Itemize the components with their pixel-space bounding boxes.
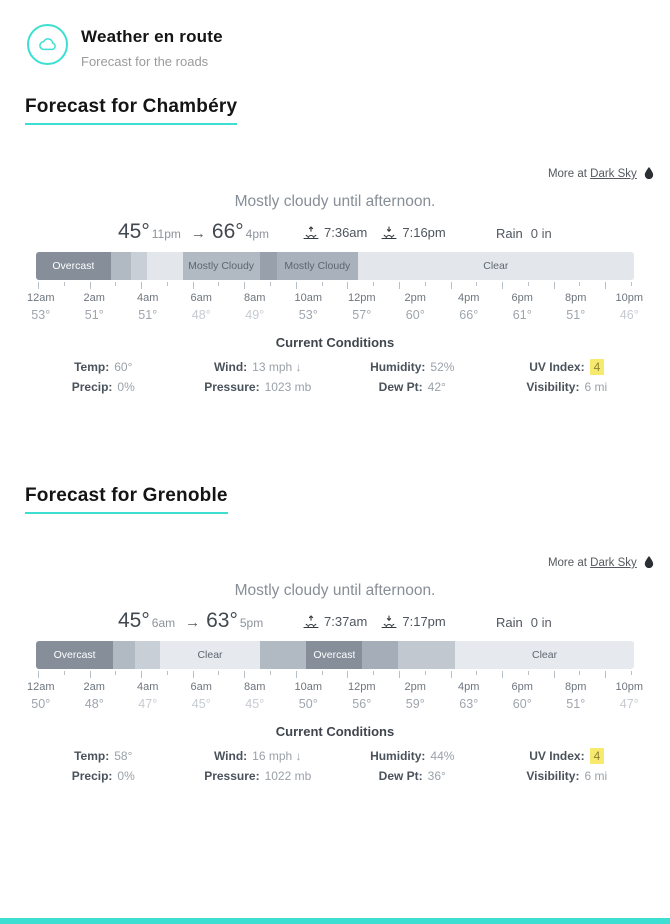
hour-tick — [38, 671, 39, 678]
condition-value: 4 — [590, 359, 605, 375]
hourly-temps — [14, 292, 656, 322]
hour-tick — [579, 282, 580, 286]
hour-column — [549, 292, 603, 322]
hour-temp: 60° — [512, 697, 532, 711]
hour-temp: 50° — [31, 697, 51, 711]
condition-item — [181, 357, 336, 377]
hour-tick — [502, 282, 503, 289]
page-title: Forecast for Chambéry — [25, 96, 237, 125]
conditions-column — [490, 746, 645, 786]
hour-tick — [554, 282, 555, 289]
current-conditions-grid-2 — [26, 746, 644, 786]
hour-tick — [296, 282, 297, 289]
hour-label: 12am — [26, 681, 55, 693]
hour-column — [389, 681, 443, 711]
hour-column — [442, 681, 496, 711]
condition-value: 44% — [430, 749, 455, 763]
hour-ticks — [38, 282, 632, 289]
rain-label: Rain — [496, 226, 523, 241]
condition-segment-label: Clear — [197, 649, 223, 661]
hour-tick — [528, 282, 529, 286]
condition-segment — [358, 252, 634, 280]
app-titles — [81, 24, 223, 69]
hour-temp: 46° — [619, 308, 639, 322]
darksky-link[interactable]: Dark Sky — [590, 168, 637, 180]
conditions-column — [335, 357, 490, 397]
hour-tick — [141, 282, 142, 289]
hour-label: 4pm — [458, 681, 480, 693]
hour-tick — [322, 671, 323, 675]
condition-item — [490, 377, 645, 397]
hour-tick — [631, 671, 632, 675]
darksky-attribution-2 — [0, 556, 670, 569]
hour-tick — [64, 282, 65, 286]
hour-tick — [218, 671, 219, 675]
current-conditions-title-2: Current Conditions — [275, 724, 395, 739]
hour-label: 2am — [83, 292, 105, 304]
condition-segment — [113, 641, 135, 669]
hour-tick — [476, 671, 477, 675]
condition-segment — [306, 641, 362, 669]
hour-label: 4am — [137, 681, 159, 693]
hour-column — [282, 681, 336, 711]
condition-item — [490, 766, 645, 786]
low-temp-time: 11pm — [151, 227, 181, 241]
condition-item — [335, 746, 490, 766]
hour-tick — [115, 282, 116, 286]
hour-tick — [64, 671, 65, 675]
hour-tick — [502, 671, 503, 678]
condition-label: Temp: — [74, 749, 110, 763]
condition-segment — [36, 641, 113, 669]
sunrise-time-2: 7:37am — [324, 614, 368, 629]
hour-label: 12pm — [347, 681, 376, 693]
hour-temp: 61° — [512, 308, 532, 322]
hour-tick — [399, 671, 400, 678]
sunset-icon-2 — [381, 615, 397, 629]
hour-column — [603, 292, 657, 322]
condition-label: Humidity: — [370, 360, 426, 374]
hour-column — [175, 292, 229, 322]
hour-tick — [425, 282, 426, 286]
condition-segment-label: Mostly Cloudy — [188, 260, 255, 272]
condition-label: Dew Pt: — [378, 769, 423, 783]
condition-value: 1022 mb — [264, 769, 312, 783]
sunset-icon — [381, 226, 397, 240]
high-temp-time: 4pm — [245, 227, 270, 241]
condition-value: 0% — [117, 380, 135, 394]
hour-column — [14, 292, 68, 322]
hour-tick — [270, 671, 271, 675]
rain-value: 0 in — [530, 226, 552, 241]
condition-segment-label: Clear — [483, 260, 509, 272]
darksky-prefix: More at — [547, 168, 587, 180]
hour-column — [603, 681, 657, 711]
low-temp: 45° — [118, 220, 150, 243]
hour-tick — [244, 282, 245, 289]
hour-tick — [296, 671, 297, 678]
condition-value: 0% — [117, 769, 135, 783]
low-high-temps-2 — [118, 609, 267, 633]
page-title-2: Forecast for Grenoble — [25, 485, 228, 514]
condition-value: 1023 mb — [264, 380, 312, 394]
hour-label: 12am — [26, 292, 55, 304]
hour-tick — [141, 671, 142, 678]
hour-label: 8am — [244, 681, 266, 693]
condition-segment-label: Overcast — [313, 649, 356, 661]
hour-tick — [193, 282, 194, 289]
app-title: Weather en route — [81, 27, 223, 46]
condition-segment — [147, 252, 183, 280]
condition-item — [335, 377, 490, 397]
condition-label: Wind: — [213, 360, 248, 374]
darksky-attribution — [0, 167, 670, 180]
current-conditions-grid — [26, 357, 644, 397]
condition-item — [26, 746, 181, 766]
forecast-widget-chambery — [0, 167, 670, 397]
hour-column — [442, 292, 496, 322]
condition-segment — [260, 641, 306, 669]
hour-column — [389, 292, 443, 322]
hour-tick — [605, 282, 606, 289]
hour-label: 8pm — [565, 681, 587, 693]
condition-value: 52% — [430, 360, 455, 374]
cloud-icon — [37, 37, 58, 52]
high-temp-2: 63° — [206, 609, 238, 632]
condition-segment-label: Overcast — [52, 260, 95, 272]
page — [0, 24, 670, 924]
condition-item — [181, 766, 336, 786]
high-temp: 66° — [211, 220, 244, 243]
sunset-time-2: 7:17pm — [402, 614, 446, 629]
hour-label: 6pm — [511, 292, 533, 304]
conditions-column — [490, 357, 645, 397]
darksky-icon-2 — [644, 556, 654, 568]
temp-row-2 — [0, 609, 670, 639]
forecast-summary-2: Mostly cloudy until afternoon. — [234, 582, 436, 599]
sun-times-2 — [303, 614, 446, 629]
hour-temp: 51° — [84, 308, 104, 322]
condition-item — [335, 766, 490, 786]
condition-label: UV Index: — [529, 749, 585, 763]
hour-column — [335, 681, 389, 711]
hour-temp: 51° — [566, 697, 586, 711]
low-temp-time-2: 6am — [151, 616, 176, 630]
conditions-column — [26, 746, 181, 786]
condition-item — [490, 357, 645, 377]
sun-times — [303, 225, 446, 240]
hour-column — [68, 681, 122, 711]
hour-temp: 51° — [566, 308, 586, 322]
hour-tick — [605, 671, 606, 678]
hour-temp: 50° — [298, 697, 318, 711]
current-conditions-title: Current Conditions — [275, 335, 395, 350]
hour-temp: 59° — [405, 697, 425, 711]
condition-label: Visibility: — [526, 769, 580, 783]
condition-item — [26, 377, 181, 397]
hour-column — [549, 681, 603, 711]
hour-temp: 57° — [352, 308, 372, 322]
hour-column — [68, 292, 122, 322]
condition-label: Wind: — [213, 749, 248, 763]
hour-tick — [476, 282, 477, 286]
hour-label: 12pm — [347, 292, 376, 304]
hour-label: 4am — [137, 292, 159, 304]
hour-column — [496, 681, 550, 711]
hour-tick — [322, 282, 323, 286]
darksky-prefix-2: More at — [547, 557, 587, 569]
sunrise-icon-2 — [303, 615, 319, 629]
hour-tick — [218, 282, 219, 286]
hour-temp: 47° — [138, 697, 158, 711]
hour-temp: 63° — [459, 697, 479, 711]
condition-item — [26, 357, 181, 377]
arrow-right-icon: → — [190, 225, 206, 242]
forecast-widget-grenoble — [0, 556, 670, 786]
high-temp-time-2: 5pm — [239, 616, 264, 630]
hour-tick — [38, 282, 39, 289]
hour-temp: 48° — [84, 697, 104, 711]
hour-temp: 48° — [191, 308, 211, 322]
hour-label: 6pm — [511, 681, 533, 693]
hour-tick — [167, 671, 168, 675]
hour-temp: 49° — [245, 308, 265, 322]
condition-label: Pressure: — [204, 380, 260, 394]
conditions-column — [181, 357, 336, 397]
conditions-timeline-bar-2 — [36, 641, 634, 669]
app-logo — [27, 24, 68, 65]
hourly-temps-2 — [14, 681, 656, 711]
condition-label: Humidity: — [370, 749, 426, 763]
hour-tick — [528, 671, 529, 675]
rain-summary — [496, 226, 552, 241]
hour-tick — [451, 282, 452, 289]
condition-value: 6 mi — [584, 380, 608, 394]
condition-segment — [36, 252, 111, 280]
app-subtitle: Forecast for the roads — [81, 54, 209, 69]
hour-temp: 45° — [191, 697, 211, 711]
hour-label: 10am — [294, 681, 323, 693]
hour-temp: 56° — [352, 697, 372, 711]
hour-tick — [373, 282, 374, 286]
condition-segment — [131, 252, 147, 280]
condition-segment-label: Clear — [532, 649, 558, 661]
hour-temp: 66° — [459, 308, 479, 322]
hour-column — [335, 292, 389, 322]
condition-value: 42° — [427, 380, 446, 394]
sunset-time: 7:16pm — [402, 225, 446, 240]
hour-label: 6am — [190, 292, 212, 304]
arrow-right-icon-2: → — [185, 614, 201, 631]
hour-label: 10pm — [615, 292, 644, 304]
darksky-icon — [644, 167, 654, 179]
condition-segment — [135, 641, 160, 669]
sunrise-time: 7:36am — [324, 225, 368, 240]
hour-label: 8pm — [565, 292, 587, 304]
hour-tick — [451, 671, 452, 678]
conditions-column — [181, 746, 336, 786]
condition-item — [335, 357, 490, 377]
hour-label: 4pm — [458, 292, 480, 304]
hour-label: 2pm — [404, 681, 426, 693]
condition-label: Dew Pt: — [378, 380, 423, 394]
hour-tick — [425, 671, 426, 675]
temp-row — [0, 220, 670, 250]
condition-item — [181, 746, 336, 766]
condition-item — [181, 377, 336, 397]
condition-value: 6 mi — [584, 769, 608, 783]
hour-temp: 51° — [138, 308, 158, 322]
hour-temp: 53° — [298, 308, 318, 322]
hour-tick — [579, 671, 580, 675]
hour-tick — [399, 282, 400, 289]
condition-value: 13 mph ↓ — [252, 360, 302, 374]
condition-value: 36° — [427, 769, 446, 783]
hour-tick — [167, 282, 168, 286]
hour-label: 10am — [294, 292, 323, 304]
hour-tick — [631, 282, 632, 286]
hour-column — [175, 681, 229, 711]
condition-label: Precip: — [71, 769, 113, 783]
forecast-summary: Mostly cloudy until afternoon. — [234, 193, 436, 210]
condition-segment-label: Overcast — [53, 649, 96, 661]
condition-segment — [111, 252, 131, 280]
condition-label: Pressure: — [204, 769, 260, 783]
conditions-column — [26, 357, 181, 397]
app-header — [27, 24, 670, 69]
conditions-column — [335, 746, 490, 786]
hour-tick — [115, 671, 116, 675]
hour-tick — [373, 671, 374, 675]
low-temp-2: 45° — [118, 609, 150, 632]
hour-ticks-2 — [38, 671, 632, 678]
hour-tick — [90, 671, 91, 678]
condition-label: Visibility: — [526, 380, 580, 394]
hour-tick — [347, 671, 348, 678]
condition-value: 4 — [590, 748, 605, 764]
rain-summary-2 — [496, 615, 552, 630]
rain-value-2: 0 in — [530, 615, 552, 630]
hour-column — [121, 292, 175, 322]
hour-temp: 45° — [245, 697, 265, 711]
condition-value: 60° — [114, 360, 133, 374]
hour-column — [282, 292, 336, 322]
darksky-link-2[interactable]: Dark Sky — [590, 557, 637, 569]
hour-label: 2am — [83, 681, 105, 693]
accent-footer-bar — [0, 918, 670, 924]
condition-segment — [160, 641, 260, 669]
hour-tick — [193, 671, 194, 678]
conditions-timeline-bar — [36, 252, 634, 280]
condition-label: UV Index: — [529, 360, 585, 374]
condition-segment — [277, 252, 358, 280]
rain-label-2: Rain — [496, 615, 523, 630]
condition-segment — [362, 641, 397, 669]
hour-temp: 53° — [31, 308, 51, 322]
sunrise-icon — [303, 226, 319, 240]
condition-segment — [398, 641, 455, 669]
hour-column — [496, 292, 550, 322]
hour-temp: 60° — [405, 308, 425, 322]
condition-label: Precip: — [71, 380, 113, 394]
condition-segment — [260, 252, 277, 280]
section-heading-grenoble — [25, 485, 670, 514]
hour-label: 2pm — [404, 292, 426, 304]
condition-segment-label: Mostly Cloudy — [284, 260, 351, 272]
hour-tick — [270, 282, 271, 286]
hour-tick — [244, 671, 245, 678]
hour-column — [14, 681, 68, 711]
condition-segment — [183, 252, 260, 280]
hour-temp: 47° — [619, 697, 639, 711]
section-heading-chambery — [25, 96, 670, 125]
hour-tick — [347, 282, 348, 289]
condition-item — [490, 746, 645, 766]
hour-label: 8am — [244, 292, 266, 304]
low-high-temps — [118, 220, 273, 244]
hour-column — [121, 681, 175, 711]
condition-segment — [455, 641, 634, 669]
condition-value: 16 mph ↓ — [252, 749, 302, 763]
hour-tick — [554, 671, 555, 678]
condition-value: 58° — [114, 749, 133, 763]
condition-item — [26, 766, 181, 786]
hour-label: 6am — [190, 681, 212, 693]
condition-label: Temp: — [74, 360, 110, 374]
hour-column — [228, 681, 282, 711]
hour-tick — [90, 282, 91, 289]
hour-label: 10pm — [615, 681, 644, 693]
hour-column — [228, 292, 282, 322]
